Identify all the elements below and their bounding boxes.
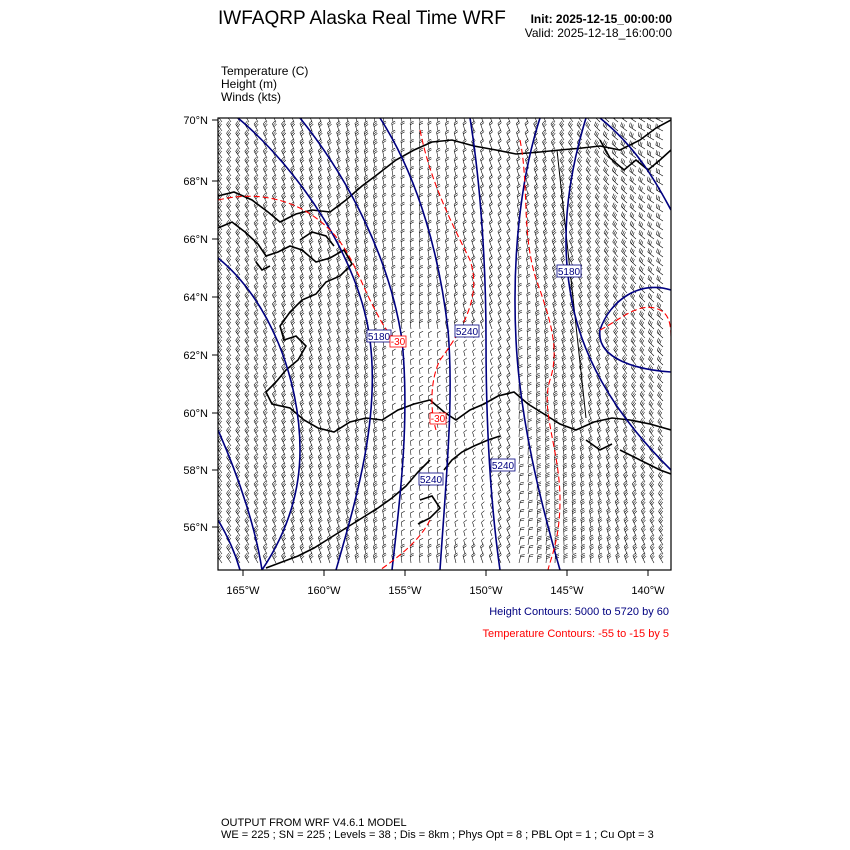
temp-label-2: -30	[430, 414, 446, 425]
height-label-4: 5240	[491, 461, 515, 472]
height-label-2: 5240	[455, 327, 479, 338]
lon-label-140: 140°W	[631, 585, 665, 597]
lon-label-145: 145°W	[550, 585, 584, 597]
plot-title: IWFAQRP Alaska Real Time WRF	[218, 8, 506, 29]
lon-label-155: 155°W	[388, 585, 422, 597]
height-contour-legend: Height Contours: 5000 to 5720 by 60	[489, 606, 669, 618]
lat-label-64: 64°N	[183, 292, 208, 304]
lon-label-150: 150°W	[469, 585, 503, 597]
init-time: Init: 2025-12-15_00:00:00	[530, 12, 672, 26]
temperature-contour-legend: Temperature Contours: -55 to -15 by 5	[482, 628, 669, 640]
field-height: Height (m)	[221, 77, 278, 91]
lon-label-165: 165°W	[226, 585, 260, 597]
temp-label-1: -30	[390, 337, 406, 348]
lat-label-62: 62°N	[183, 350, 208, 362]
lat-label-68: 68°N	[183, 176, 208, 188]
height-label-5: 5240	[419, 475, 443, 486]
model-info: OUTPUT FROM WRF V4.6.1 MODEL	[221, 817, 407, 829]
valid-time: Valid: 2025-12-18_16:00:00	[524, 26, 672, 40]
height-label-3: 5180	[557, 267, 581, 278]
lat-label-56: 56°N	[183, 522, 208, 534]
lat-label-60: 60°N	[183, 408, 208, 420]
field-temperature: Temperature (C)	[221, 64, 309, 78]
lon-label-160: 160°W	[307, 585, 341, 597]
model-config: WE = 225 ; SN = 225 ; Levels = 38 ; Dis = 8km ; Phys Opt = 8 ; PBL Opt = 1 ; Cu Opt = 3	[221, 829, 654, 841]
lat-label-58: 58°N	[183, 465, 208, 477]
lat-label-70: 70°N	[183, 115, 208, 127]
height-label-1: 5180	[367, 332, 391, 343]
field-winds: Winds (kts)	[221, 90, 281, 104]
lat-label-66: 66°N	[183, 234, 208, 246]
